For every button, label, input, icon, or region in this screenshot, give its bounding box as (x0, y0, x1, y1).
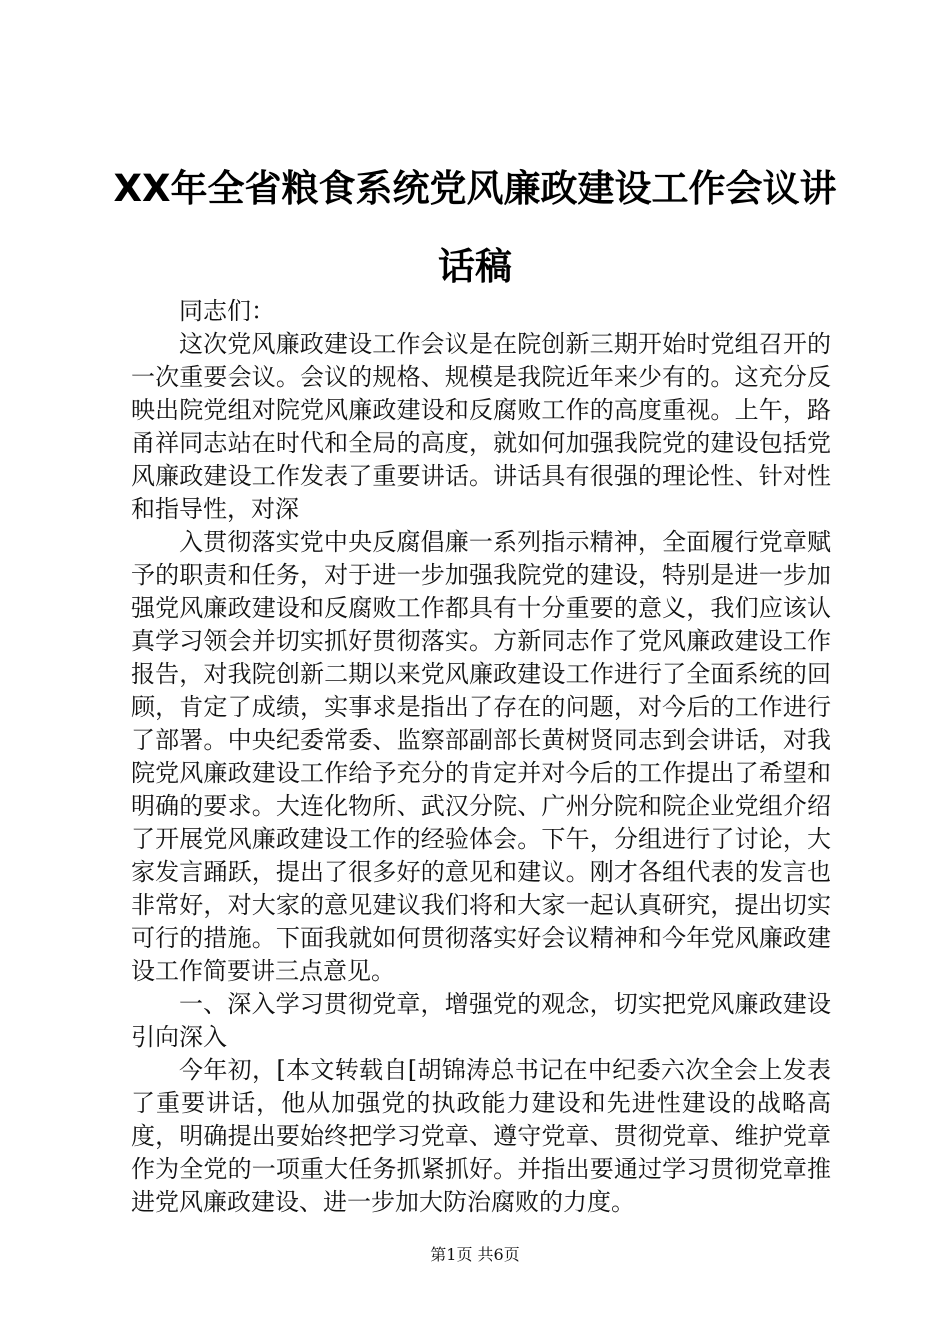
body-paragraph: 入贯彻落实党中央反腐倡廉一系列指示精神，全面履行党章赋予的职责和任务，对于进一步加强我院党的建设，特别是进一步加强党风廉政建设和反腐败工作都具有十分重要的意义，我们应该认真学习领会并切实抓好贯彻落实。方新同志作了党风廉政建设工作报告，对我院创新二期以来党风廉政建设工作进行了全面系统的回顾，肯定了成绩，实事求是指出了存在的问题，对今后的工作进行了部署。中央纪委常委、监察部副部长黄树贤同志到会讲话，对我院党风廉政建设工作给予充分的肯定并对今后的工作提出了希望和明确的要求。大连化物所、武汉分院、广州分院和院企业党组介绍了开展党风廉政建设工作的经验体会。下午，分组进行了讨论，大家发言踊跃，提出了很多好的意见和建议。刚才各组代表的发言也非常好，对大家的意见建议我们将和大家一起认真研究，提出切实可行的措施。下面我就如何贯彻落实好会议精神和今年党风廉政建设工作简要讲三点意见。 (131, 528, 831, 985)
document-body (131, 295, 831, 1219)
body-paragraph: 这次党风廉政建设工作会议是在院创新三期开始时党组召开的一次重要会议。会议的规格、规模是我院近年来少有的。这充分反映出院党组对院党风廉政建设和反腐败工作的高度重视。上午，路甬祥同志站在时代和全局的高度，就如何加强我院党的建设包括党风廉政建设工作发表了重要讲话。讲话具有很强的理论性、针对性和指导性，对深 (131, 330, 831, 523)
body-paragraph: 今年初，[本文转载自[胡锦涛总书记在中纪委六次全会上发表了重要讲话，他从加强党的执政能力建设和先进性建设的战略高度，明确提出要始终把学习党章、遵守党章、贯彻党章、维护党章作为全党的一项重大任务抓紧抓好。并指出要通过学习贯彻党章推进党风廉政建设、进一步加大防治腐败的力度。 (131, 1056, 831, 1216)
document-title: XX年全省粮食系统党风廉政建设工作会议讲话稿 (113, 167, 837, 288)
page-number-footer: 第1页 共6页 (430, 1245, 520, 1264)
section-heading-paragraph: 一、深入学习贯彻党章，增强党的观念，切实把党风廉政建设引向深入 (131, 990, 831, 1051)
salutation-paragraph: 同志们： (179, 297, 275, 325)
